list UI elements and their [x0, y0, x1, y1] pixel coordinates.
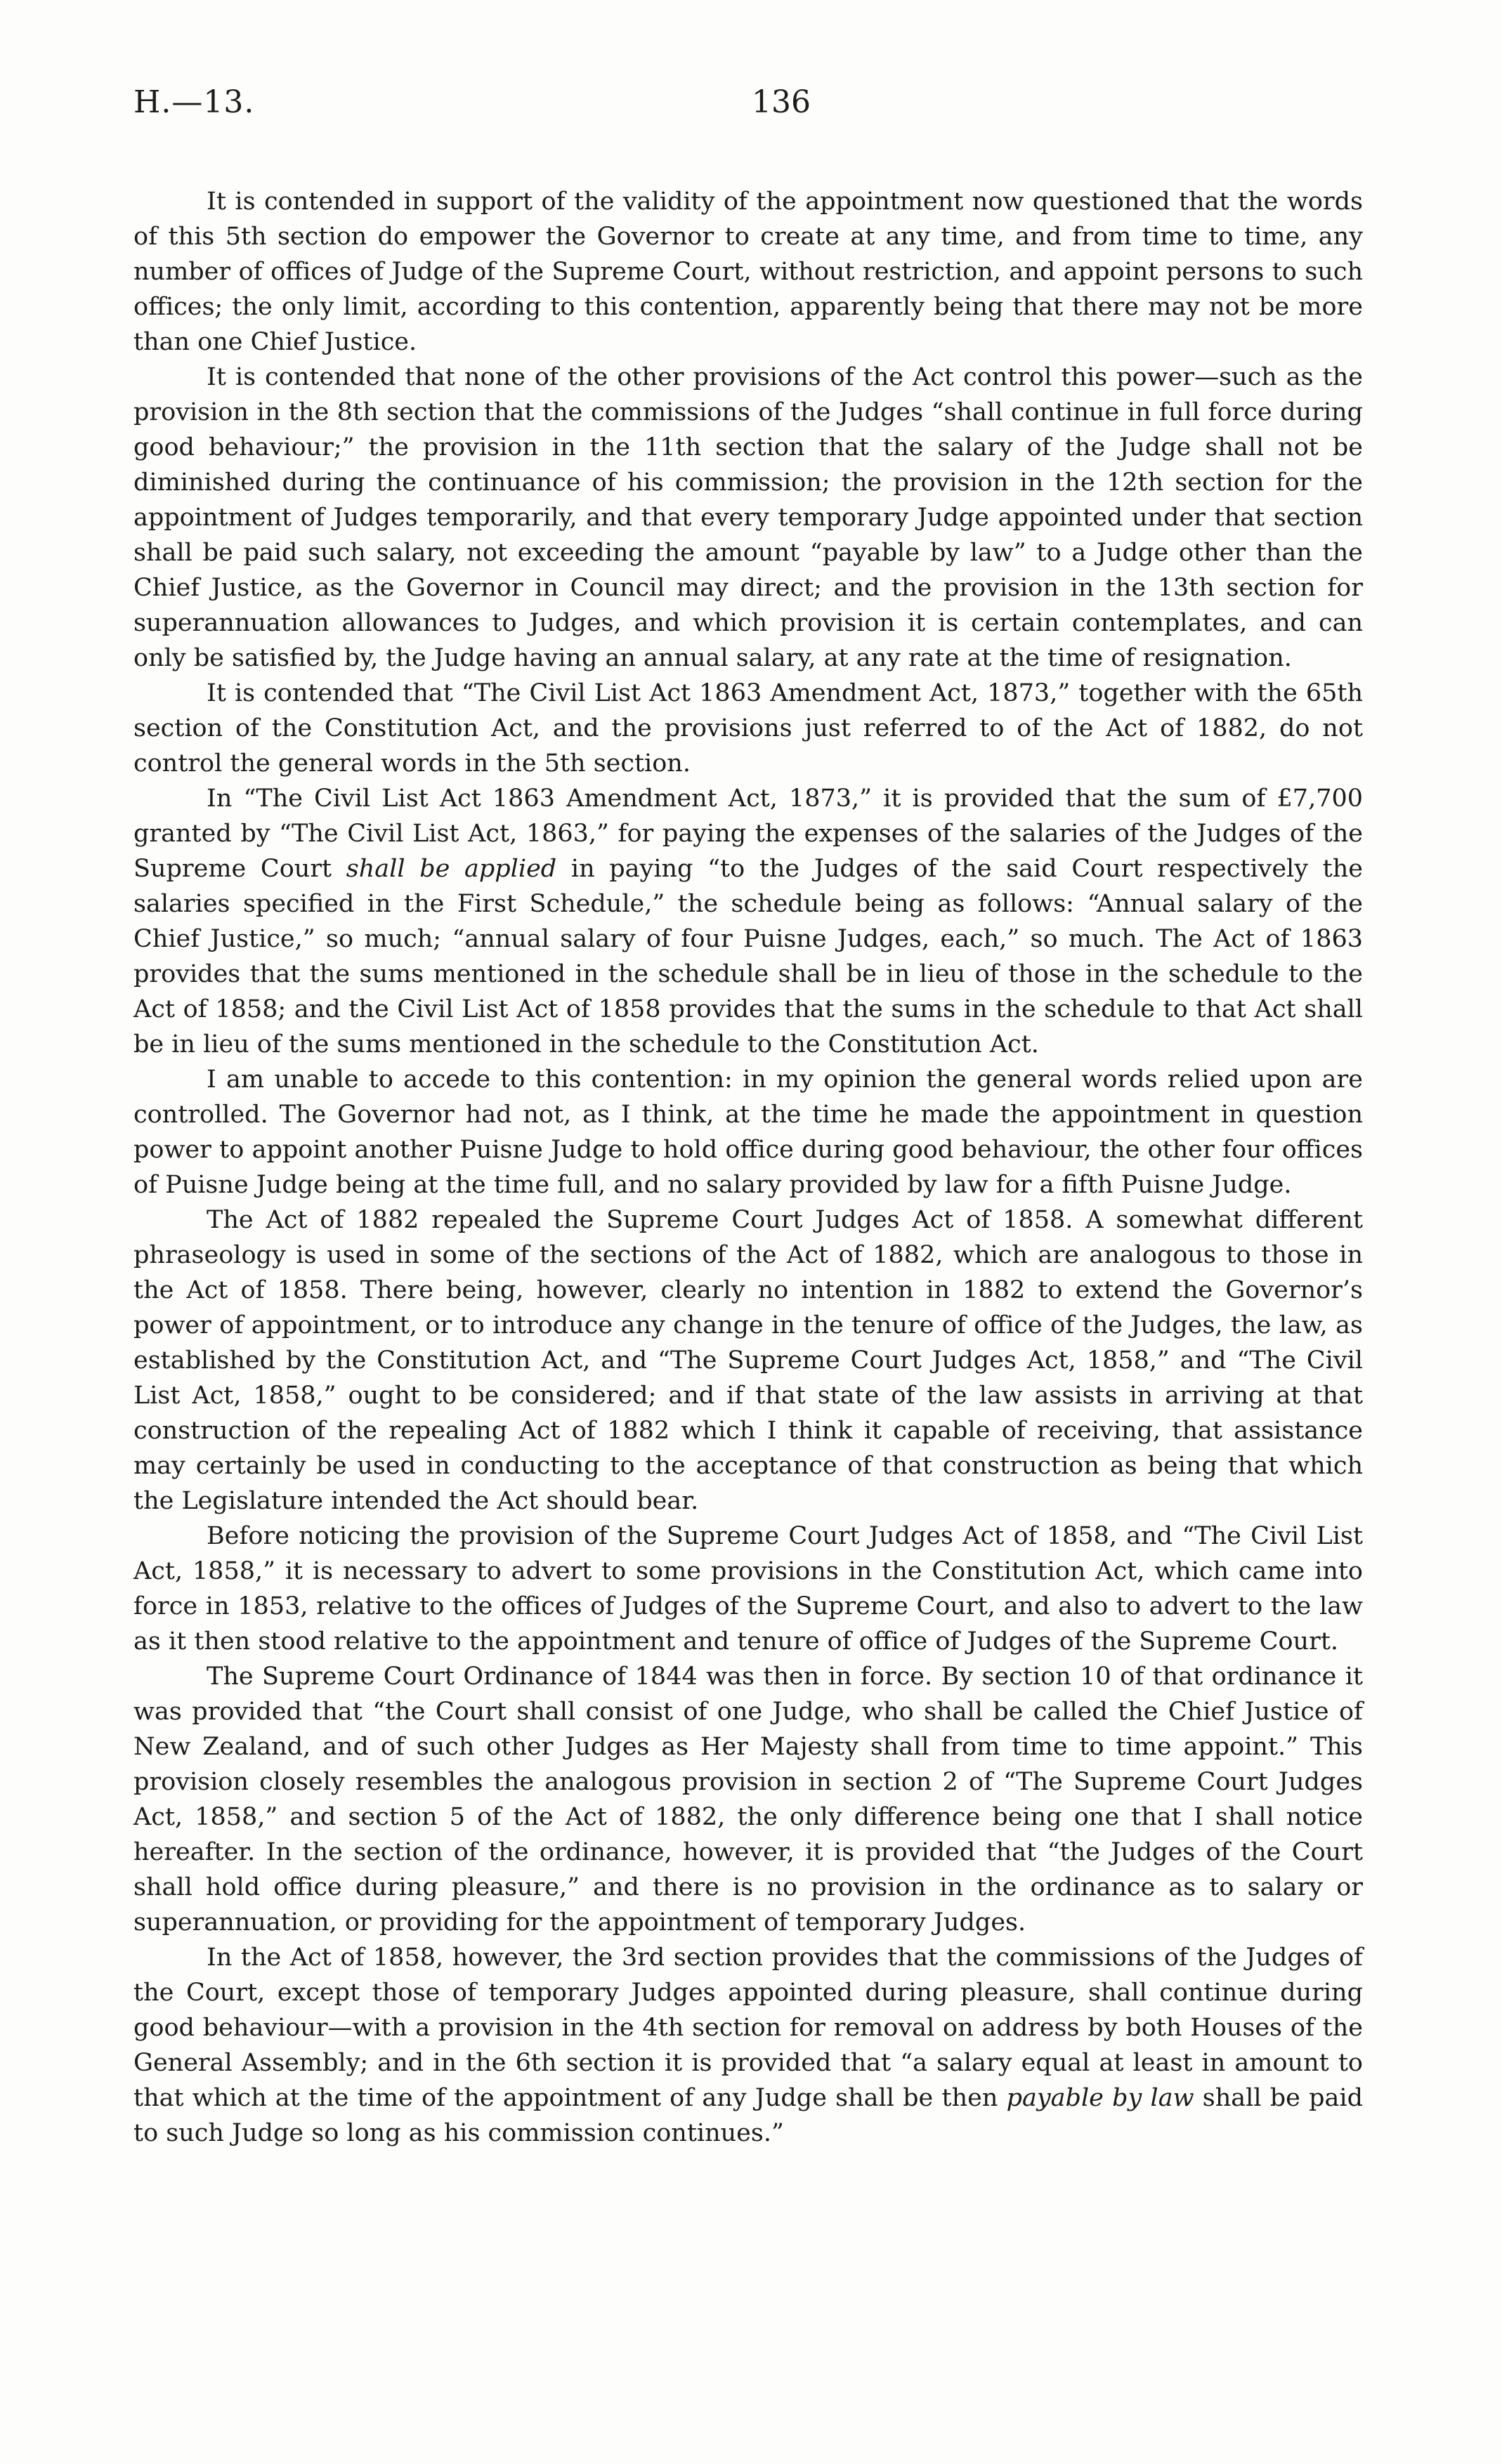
paragraph: In “The Civil List Act 1863 Amendment Act, 1873,” it is provided that the sum of £7,700 granted by “The Civil List Act, 1863,” for paying the expenses of the salaries of the Judges of the Supreme Court shall be applied in paying “to the Judges of the said Court respectively the salaries specified in the First Schedule,” the schedule being as follows: “Annual salary of the Chief Justice,” so much; “annual salary of four Puisne Judges, each,” so much. The Act of 1863 provides that the sums mentioned in the schedule shall be in lieu of those in the schedule to the Act of 1858; and the Civil List Act of 1858 provides that the sums in the schedule to that Act shall be in lieu of the sums mentioned in the schedule to the Constitution Act.: [133, 785, 1363, 1059]
document-reference: H.—13.: [133, 84, 255, 120]
paragraph: The Supreme Court Ordinance of 1844 was then in force. By section 10 of that ordinance it was provided that “the Court shall consist of one Judge, who shall be called the Chief Justice of New Zealand, and of such other Judges as Her Majesty shall from time to time appoint.” This provision closely resembles the analogous provision in section 2 of “The Supreme Court Judges Act, 1858,” and section 5 of the Act of 1882, the only difference being one that I shall notice hereafter. In the section of the ordinance, however, it is provided that “the Judges of the Court shall hold office during pleasure,” and there is no provision in the ordinance as to salary or superannuation, or providing for the appointment of temporary Judges.: [133, 1663, 1363, 1937]
page-header: [133, 84, 1363, 140]
emphasis: payable by law: [1006, 2084, 1194, 2112]
paragraph: I am unable to accede to this contention: in my opinion the general words relied upon are controlled. The Governor had not, as I think, at the time he made the appointment in question power to appoint another Puisne Judge to hold office during good behaviour, the other four offices of Puisne Judge being at the time full, and no salary provided by law for a fifth Puisne Judge.: [133, 1066, 1363, 1199]
page-number: 136: [752, 84, 811, 120]
emphasis: shall be applied: [346, 855, 557, 883]
paragraph: Before noticing the provision of the Supreme Court Judges Act of 1858, and “The Civil List Act, 1858,” it is necessary to advert to some provisions in the Constitution Act, which came into force in 1853, relative to the offices of Judges of the Supreme Court, and also to advert to the law as it then stood relative to the appointment and tenure of office of Judges of the Supreme Court.: [133, 1522, 1363, 1656]
paragraph: The Act of 1882 repealed the Supreme Court Judges Act of 1858. A somewhat different phraseology is used in some of the sections of the Act of 1882, which are analogous to those in the Act of 1858. There being, however, clearly no intention in 1882 to extend the Governor’s power of appointment, or to introduce any change in the tenure of office of the Judges, the law, as established by the Constitution Act, and “The Supreme Court Judges Act, 1858,” and “The Civil List Act, 1858,” ought to be considered; and if that state of the law assists in arriving at that construction of the repealing Act of 1882 which I think it capable of receiving, that assistance may certainly be used in conducting to the acceptance of that construction as being that which the Legislature intended the Act should bear.: [133, 1206, 1363, 1515]
document-body: [133, 184, 1363, 2151]
paragraph: It is contended that none of the other provisions of the Act control this power—such as the provision in the 8th section that the commissions of the Judges “shall continue in full force during good behaviour;” the provision in the 11th section that the salary of the Judge shall not be diminished during the continuance of his commission; the provision in the 12th section for the appointment of Judges temporarily, and that every temporary Judge appointed under that section shall be paid such salary, not exceeding the amount “payable by law” to a Judge other than the Chief Justice, as the Governor in Council may direct; and the provision in the 13th section for superannuation allowances to Judges, and which provision it is certain contemplates, and can only be satisfied by, the Judge having an annual salary, at any rate at the time of resignation.: [133, 363, 1363, 672]
paragraph: In the Act of 1858, however, the 3rd section provides that the commissions of the Judges of the Court, except those of temporary Judges appointed during pleasure, shall continue during good behaviour—with a provision in the 4th section for removal on address by both Houses of the General Assembly; and in the 6th section it is provided that “a salary equal at least in amount to that which at the time of the appointment of any Judge shall be then payable by law shall be paid to such Judge so long as his commission continues.”: [133, 1944, 1364, 2147]
paragraph: It is contended in support of the validity of the appointment now questioned that the words of this 5th section do empower the Governor to create at any time, and from time to time, any number of offices of Judge of the Supreme Court, without restriction, and appoint persons to such offices; the only limit, according to this contention, apparently being that there may not be more than one Chief Justice.: [133, 188, 1363, 356]
paragraph: It is contended that “The Civil List Act 1863 Amendment Act, 1873,” together with the 65th section of the Constitution Act, and the provisions just referred to of the Act of 1882, do not control the general words in the 5th section.: [133, 679, 1363, 778]
